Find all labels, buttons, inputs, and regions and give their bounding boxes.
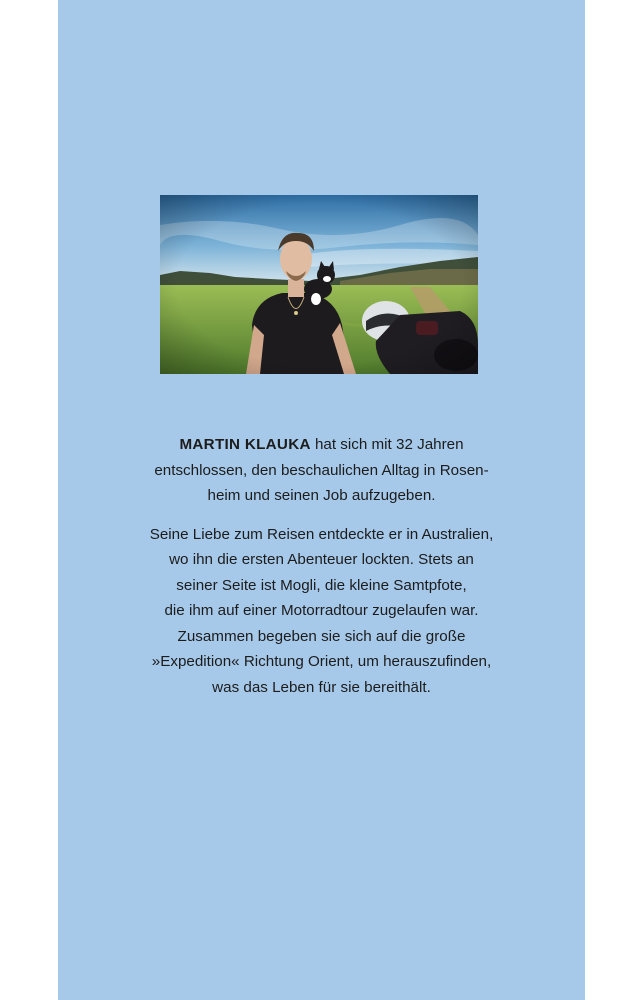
bio-line: wo ihn die ersten Abenteuer lockten. Stets an: [169, 551, 474, 568]
bio-paragraph-travels: [58, 522, 585, 701]
back-flap: [58, 0, 585, 1000]
bio-line: Zusammen begeben sie sich auf die große: [177, 627, 466, 645]
bio-paragraph-intro: [58, 432, 585, 509]
bio-line: die ihm auf einer Motorradtour zugelaufen war.: [164, 602, 479, 619]
bio-line: Seine Liebe zum Reisen entdeckte er in Australien,: [149, 525, 494, 543]
bio-line: was das Leben für sie bereithält.: [212, 678, 431, 696]
bio-line: heim und seinen Job aufzugeben.: [207, 487, 436, 504]
bio-line: seiner Seite ist Mogli, die kleine Samtpfote,: [176, 576, 467, 594]
bio-line: [58, 432, 585, 458]
author-bio: [58, 432, 585, 700]
bio-line: entschlossen, den beschaulichen Alltag in Rosen-: [154, 461, 489, 479]
author-name: MARTIN KLAUKA: [179, 436, 311, 453]
bio-text: hat sich mit 32 Jahren: [310, 436, 464, 453]
bio-line: »Expedition« Richtung Orient, um herauszufinden,: [151, 653, 492, 670]
author-photo: [160, 195, 478, 374]
